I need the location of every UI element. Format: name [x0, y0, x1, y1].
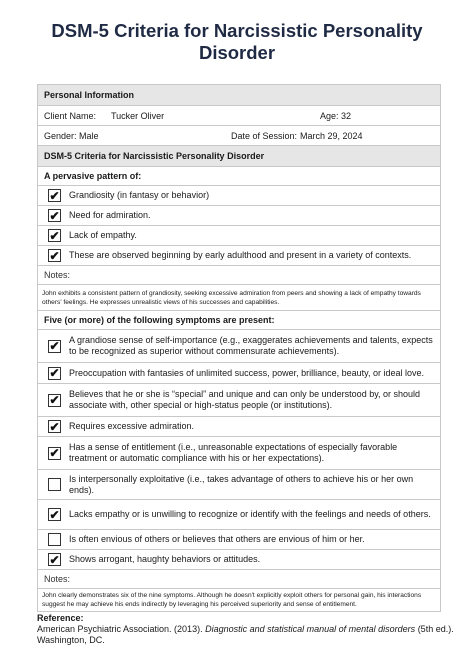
checkmark-icon: ✔ [49, 419, 60, 434]
symptom-item [38, 363, 440, 384]
client-name-value[interactable]: Tucker Oliver [111, 110, 165, 121]
symptom-item [38, 530, 440, 550]
checkmark-icon: ✔ [49, 248, 60, 263]
symptom-item [38, 500, 440, 530]
symptoms-notes-text[interactable]: John clearly demonstrates six of the nine symptoms. Although he doesn't explicitly exploit others for personal gain, his interactions suggest he may achieve his ends indirectly by leveraging his perceived superiority and sense of entitlement. [42, 592, 422, 608]
symptom-item-text: Requires excessive admiration. [69, 421, 195, 431]
checkbox[interactable] [48, 553, 61, 566]
pattern-item-text: Grandiosity (in fantasy or behavior) [69, 190, 210, 200]
symptom-item [38, 550, 440, 570]
criteria-header: DSM-5 Criteria for Narcissistic Personality Disorder [38, 146, 440, 167]
symptom-item-text: Believes that he or she is “special” and unique and can only be understood by, or should associate with, other special or high-status people (or institutions). [69, 389, 421, 410]
checkbox[interactable] [48, 394, 61, 407]
symptom-item [38, 330, 440, 363]
pattern-item [38, 246, 440, 266]
gender-value[interactable]: Male [79, 130, 99, 141]
checkmark-icon: ✔ [49, 228, 60, 243]
symptom-item-text: A grandiose sense of self-importance (e.g., exaggerates achievements and talents, expects to be recognized as superior without commensurate achievements). [69, 335, 433, 356]
checkbox[interactable] [48, 229, 61, 242]
checkbox[interactable] [48, 209, 61, 222]
checkmark-icon: ✔ [49, 188, 60, 203]
symptom-item [38, 417, 440, 437]
symptom-item-text: Is interpersonally exploitative (i.e., takes advantage of others to achieve his or her own ends). [69, 473, 414, 495]
symptoms-heading: Five (or more) of the following symptoms are present: [38, 311, 440, 330]
symptom-item-text: Shows arrogant, haughty behaviors or attitudes. [69, 554, 261, 564]
checkmark-icon: ✔ [49, 446, 60, 460]
age-label: Age: [320, 110, 339, 121]
checkbox[interactable] [48, 189, 61, 202]
citation-author: American Psychiatric Association. (2013). [37, 624, 206, 634]
checkmark-icon: ✔ [49, 507, 60, 522]
age-value[interactable]: 32 [341, 110, 352, 121]
reference-label: Reference: [37, 613, 84, 623]
pattern-heading: A pervasive pattern of: [38, 167, 440, 186]
symptom-item-text: Lacks empathy or is unwilling to recognize or identify with the feelings and needs of others. [69, 509, 431, 519]
date-label: Date of Session: [231, 130, 298, 141]
checkbox[interactable] [48, 420, 61, 433]
reference [37, 613, 457, 646]
checkmark-icon: ✔ [49, 339, 60, 353]
checkmark-icon: ✔ [49, 393, 60, 407]
checkbox[interactable] [48, 447, 61, 460]
checkbox[interactable] [48, 478, 61, 491]
gender-date-row [38, 126, 440, 146]
checkbox[interactable] [48, 249, 61, 262]
checkbox[interactable] [48, 508, 61, 521]
citation-edition: (5th ed.). Washington, DC. [37, 624, 454, 645]
criteria-form [37, 84, 441, 612]
symptom-item-text: Preoccupation with fantasies of unlimited success, power, brilliance, beauty, or ideal love. [69, 367, 425, 378]
checkbox[interactable] [48, 533, 61, 546]
symptom-item-text: Has a sense of entitlement (i.e., unreasonable expectations of especially favorable treatment or automatic compliance with his or her expectations). [69, 442, 398, 463]
citation-book-title: Diagnostic and statistical manual of mental disorders [205, 624, 416, 634]
pattern-item-text: These are observed beginning by early adulthood and present in a variety of contexts. [69, 250, 412, 260]
client-name-label: Client Name: [44, 110, 97, 121]
gender-label: Gender: [44, 130, 77, 141]
symptom-item [38, 384, 440, 417]
symptom-item [38, 470, 440, 500]
pattern-item [38, 226, 440, 246]
client-info-row [38, 106, 440, 126]
personal-info-header: Personal Information [38, 85, 440, 106]
pattern-item-text: Need for admiration. [69, 210, 151, 220]
symptoms-notes-label: Notes: [38, 570, 440, 589]
pattern-notes-text[interactable]: John exhibits a consistent pattern of grandiosity, seeking excessive admiration from peers and showing a lack of empathy towards others' feelings. He expresses unrealistic views of his successes and capabilities. [38, 285, 440, 311]
date-value[interactable]: March 29, 2024 [300, 130, 363, 141]
symptom-item-text: Is often envious of others or believes that others are envious of him or her. [69, 534, 365, 544]
reference-citation [37, 624, 457, 646]
checkbox[interactable] [48, 367, 61, 380]
pattern-item [38, 206, 440, 226]
pattern-item-text: Lack of empathy. [69, 230, 137, 240]
document-title: DSM-5 Criteria for Narcissistic Personality Disorder [51, 20, 423, 63]
checkmark-icon: ✔ [49, 208, 60, 223]
checkmark-icon: ✔ [49, 552, 60, 567]
pattern-notes-label: Notes: [38, 266, 440, 285]
checkmark-icon: ✔ [49, 366, 60, 380]
pattern-item [38, 186, 440, 206]
symptom-item [38, 437, 440, 470]
checkbox[interactable] [48, 340, 61, 353]
